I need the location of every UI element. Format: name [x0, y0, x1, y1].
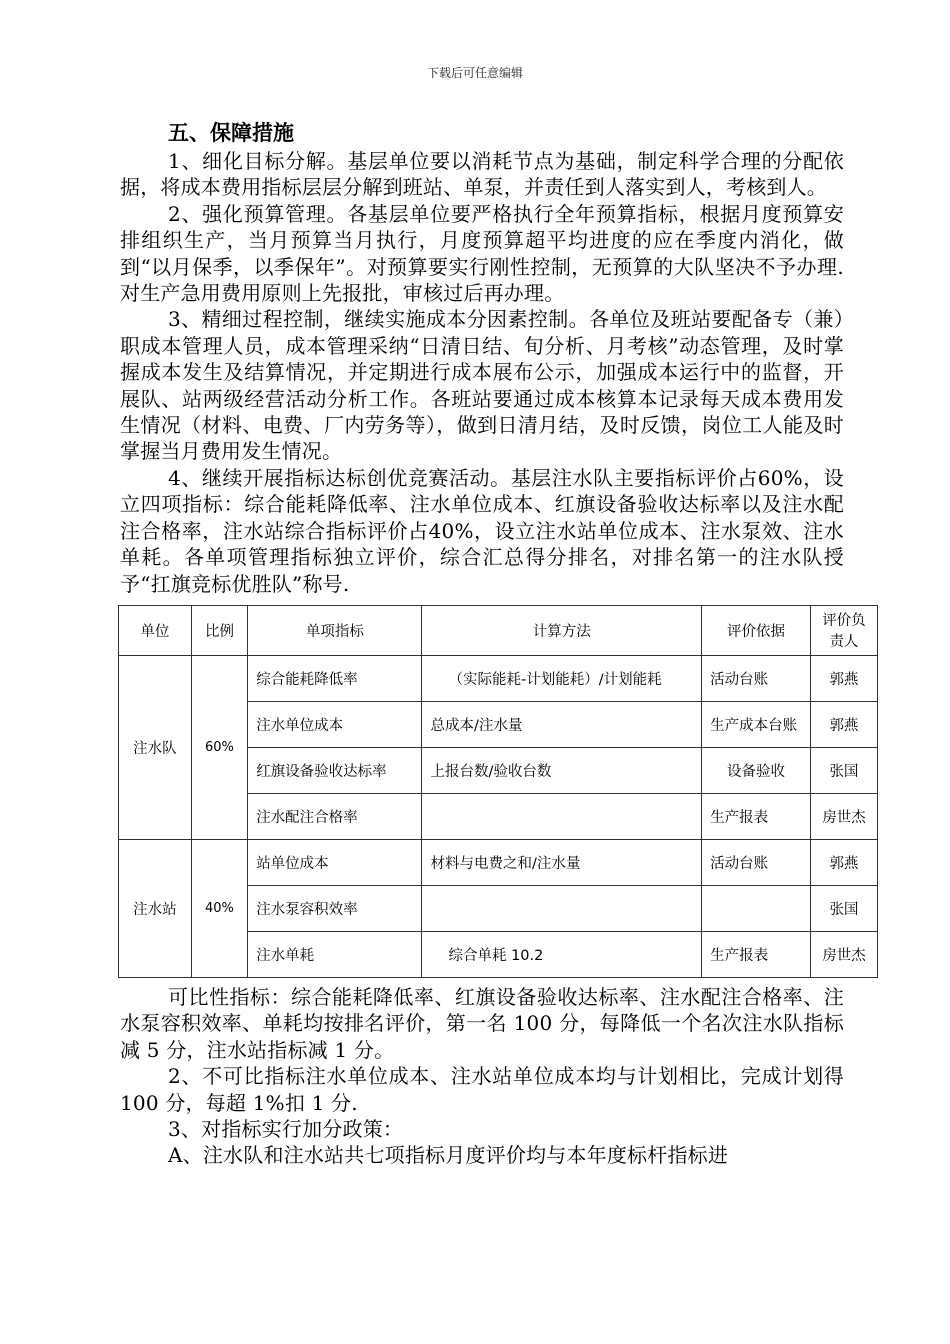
paragraph-7: 3、对指标实行加分政策：	[168, 1116, 404, 1141]
basis-cell: 生产报表	[702, 931, 811, 977]
header-unit: 单位	[119, 605, 192, 655]
header-method: 计算方法	[422, 605, 702, 655]
header-ratio: 比例	[191, 605, 247, 655]
group-ratio-cell: 60%	[191, 655, 247, 839]
owner-cell: 房世杰	[810, 793, 877, 839]
basis-cell: 生产报表	[702, 793, 811, 839]
item-cell: 注水单耗	[248, 931, 422, 977]
group-ratio-cell: 40%	[191, 839, 247, 977]
basis-cell: 生产成本台账	[702, 701, 811, 747]
method-cell	[422, 793, 702, 839]
table-header-row	[119, 605, 878, 655]
page-header: 下载后可任意编辑	[426, 66, 523, 80]
method-cell: 上报台数/验收台数	[422, 747, 702, 793]
header-owner: 评价负责人	[810, 605, 877, 655]
header-item: 单项指标	[248, 605, 422, 655]
owner-cell: 张国	[810, 747, 877, 793]
method-cell: 综合单耗 10.2	[422, 931, 702, 977]
item-cell: 注水单位成本	[248, 701, 422, 747]
table-row	[119, 655, 878, 701]
paragraph-4: 4、继续开展指标达标创优竞赛活动。基层注水队主要指标评价占60%，设立四项指标：综合能耗降低率、注水单位成本、红旗设备验收达标率以及注水配注合格率，注水站综合指标评价占40%，设立注水站单位成本、注水泵效、注水单耗。各单项管理指标独立评价，综合汇总得分排名，对排名第一的注水队授予“扛旗竞标优胜队”称号.	[120, 465, 844, 596]
owner-cell: 房世杰	[810, 931, 877, 977]
document-body	[120, 118, 866, 1169]
paragraph-8: A、注水队和注水站共七项指标月度评价均与本年度标杆指标进	[168, 1143, 729, 1168]
owner-cell: 郭燕	[810, 655, 877, 701]
group-unit-cell: 注水队	[119, 655, 192, 839]
basis-cell: 活动台账	[702, 655, 811, 701]
method-cell: （实际能耗-计划能耗）/计划能耗	[422, 655, 702, 701]
owner-cell: 张国	[810, 885, 877, 931]
header-basis: 评价依据	[702, 605, 811, 655]
method-cell: 总成本/注水量	[422, 701, 702, 747]
item-cell: 综合能耗降低率	[248, 655, 422, 701]
basis-cell: 活动台账	[702, 839, 811, 885]
item-cell: 注水泵容积效率	[248, 885, 422, 931]
section-title: 五、保障措施	[168, 121, 294, 145]
item-cell: 注水配注合格率	[248, 793, 422, 839]
table-row	[119, 839, 878, 885]
paragraph-2: 2、强化预算管理。各基层单位要严格执行全年预算指标，根据月度预算安排组织生产，当月预算当月执行，月度预算超平均进度的应在季度内消化，做到“以月保季，以季保年”。对预算要实行刚性控制，无预算的大队坚决不予办理.对生产急用费用原则上先报批，审核过后再办理。	[120, 201, 844, 306]
paragraph-5: 可比性指标：综合能耗降低率、红旗设备验收达标率、注水配注合格率、注水泵容积效率、单耗均按排名评价，第一名 100 分，每降低一个名次注水队指标减 5 分，注水站指标减 1 分。	[120, 984, 844, 1062]
paragraph-1: 1、细化目标分解。基层单位要以消耗节点为基础，制定科学合理的分配依据，将成本费用指标层层分解到班站、单泵，并责任到人落实到人，考核到人。	[120, 149, 844, 200]
method-cell: 材料与电费之和/注水量	[422, 839, 702, 885]
method-cell	[422, 885, 702, 931]
item-cell: 红旗设备验收达标率	[248, 747, 422, 793]
owner-cell: 郭燕	[810, 839, 877, 885]
group-unit-cell: 注水站	[119, 839, 192, 977]
paragraph-6: 2、不可比指标注水单位成本、注水站单位成本均与计划相比，完成计划得 100 分，每超 1%扣 1 分.	[120, 1064, 844, 1115]
metrics-table	[118, 605, 878, 978]
basis-cell: 设备验收	[702, 747, 811, 793]
paragraph-3: 3、精细过程控制，继续实施成本分因素控制。各单位及班站要配备专（兼）职成本管理人员，成本管理采纳“日清日结、旬分析、月考核”动态管理，及时掌握成本发生及结算情况，并定期进行成本展布公示，加强成本运行中的监督，开展队、站两级经营活动分析工作。各班站要通过成本核算本记录每天成本费用发生情况（材料、电费、厂内劳务等），做到日清月结，及时反馈，岗位工人能及时掌握当月费用发生情况。	[120, 307, 844, 464]
item-cell: 站单位成本	[248, 839, 422, 885]
basis-cell	[702, 885, 811, 931]
owner-cell: 郭燕	[810, 701, 877, 747]
